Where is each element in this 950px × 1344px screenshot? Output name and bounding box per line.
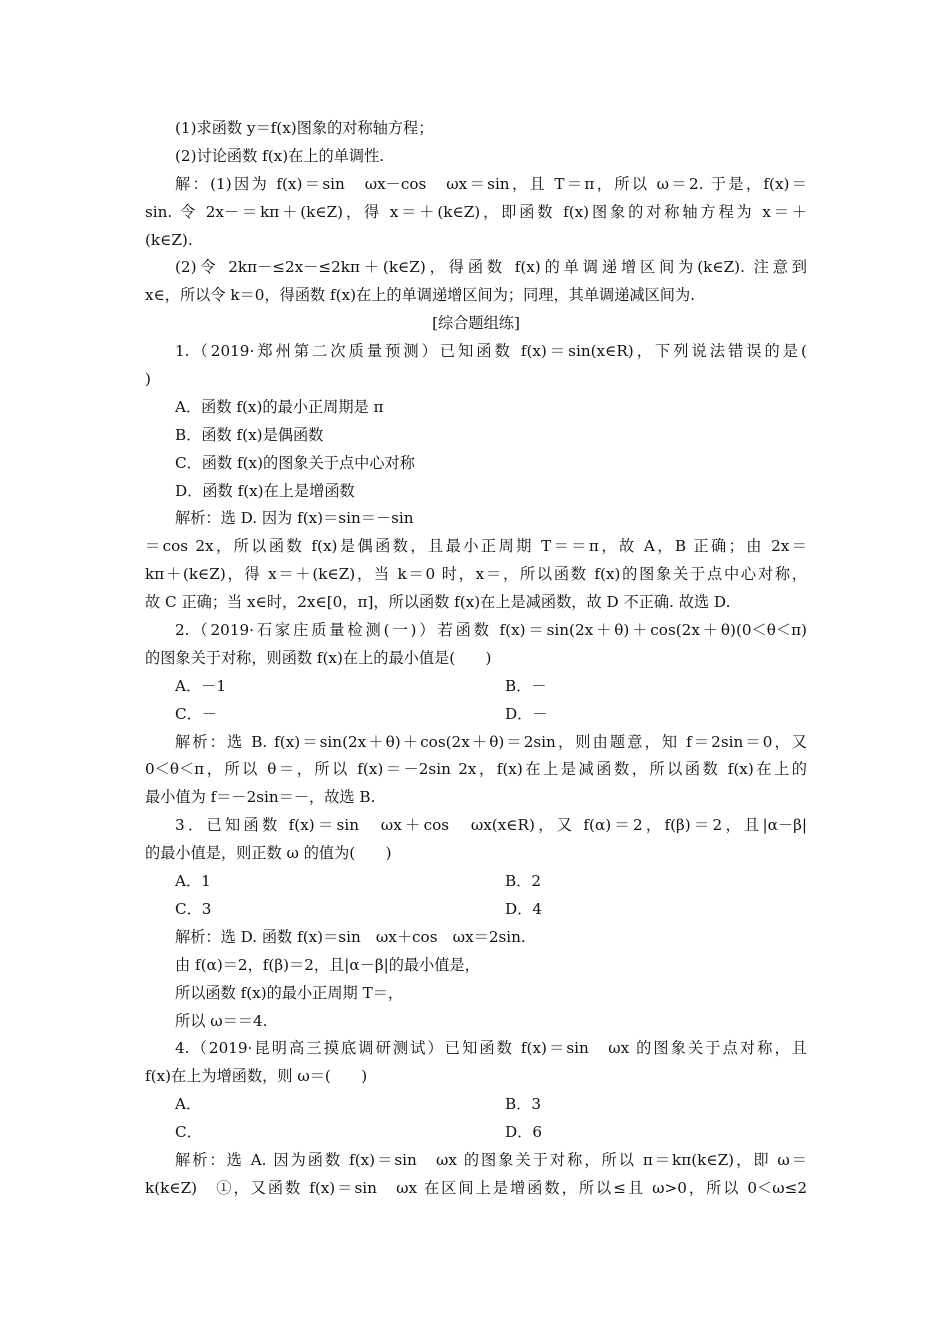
question-2-line: 的图象关于对称，则函数 f(x)在上的最小值是( ) bbox=[145, 648, 492, 667]
question-3-line: 的最小值是，则正数 ω 的值为( ) bbox=[145, 844, 392, 863]
question-2-line: 2.（2019·石家庄质量检测(一)）若函数 f(x)＝sin(2x＋θ)＋cos(2x＋θ)(0＜θ＜π) bbox=[175, 621, 807, 640]
option-a: A．－1 bbox=[175, 676, 227, 695]
question-4-line: f(x)在上为增函数，则 ω＝( ) bbox=[145, 1067, 368, 1086]
text-line: (2)讨论函数 f(x)在上的单调性. bbox=[175, 146, 385, 165]
text-line: 解：(1)因为 f(x)＝sin ωx－cos ωx＝sin，且 T＝π，所以 ω＝2. 于是，f(x)＝ bbox=[175, 174, 807, 193]
option-c: C．3 bbox=[175, 899, 212, 918]
options-row bbox=[145, 701, 807, 729]
text-line: (k∈Z). bbox=[145, 230, 193, 249]
text-line: sin. 令 2x－＝kπ＋(k∈Z)，得 x＝＋(k∈Z)，即函数 f(x)图象的对称轴方程为 x＝＋ bbox=[145, 202, 807, 221]
option-b: B．函数 f(x)是偶函数 bbox=[175, 425, 324, 444]
option-d: D．6 bbox=[505, 1123, 543, 1142]
question-1-line: 1.（2019·郑州第二次质量预测）已知函数 f(x)＝sin(x∈R)，下列说法错误的是( bbox=[175, 342, 807, 361]
option-d: D．4 bbox=[505, 899, 543, 918]
solution-line: 故 C 正确；当 x∈时，2x∈[0，π]，所以函数 f(x)在上是减函数，故 D 不正确. 故选 D. bbox=[145, 593, 731, 612]
option-b: B．3 bbox=[505, 1095, 542, 1114]
option-b: B．2 bbox=[505, 872, 542, 891]
solution-line: 解析：选 B. f(x)＝sin(2x＋θ)＋cos(2x＋θ)＝2sin，则由题意，知 f＝2sin＝0，又 bbox=[175, 732, 807, 751]
solution-line: 所以函数 f(x)的最小正周期 T＝， bbox=[175, 983, 404, 1002]
section-heading: [综合题组练] bbox=[432, 314, 520, 333]
solution-line: kπ＋(k∈Z)，得 x＝＋(k∈Z)，当 k＝0 时，x＝，所以函数 f(x)的图象关于点中心对称， bbox=[145, 565, 807, 584]
solution-line: 解析：选 D. 因为 f(x)＝sin＝－sin bbox=[175, 509, 414, 528]
option-a: A．1 bbox=[175, 872, 211, 891]
option-a: A． bbox=[175, 1095, 202, 1114]
document-page bbox=[145, 115, 807, 1203]
options-row bbox=[145, 1091, 807, 1119]
options-row bbox=[145, 1119, 807, 1147]
option-c: C．－ bbox=[175, 704, 217, 723]
option-d: D．－ bbox=[505, 704, 548, 723]
option-d: D．函数 f(x)在上是增函数 bbox=[175, 481, 355, 500]
solution-line: ＝cos 2x，所以函数 f(x)是偶函数，且最小正周期 T＝＝π，故 A，B 正确；由 2x＝ bbox=[145, 537, 807, 556]
text-line: x∈，所以令 k＝0，得函数 f(x)在上的单调递增区间为；同理，其单调递减区间为. bbox=[145, 286, 696, 305]
question-4-line: 4.（2019·昆明高三摸底调研测试）已知函数 f(x)＝sin ωx 的图象关于点对称，且 bbox=[175, 1039, 807, 1058]
options-row bbox=[145, 673, 807, 701]
solution-line: 由 f(α)＝2，f(β)＝2，且|α－β|的最小值是， bbox=[175, 955, 480, 974]
solution-line: k(k∈Z) ①，又函数 f(x)＝sin ωx 在区间上是增函数，所以≤且 ω>0，所以 0＜ω≤2 bbox=[145, 1178, 807, 1197]
solution-line: 0＜θ＜π，所以 θ＝，所以 f(x)＝－2sin 2x，f(x)在上是减函数，所以函数 f(x)在上的 bbox=[145, 760, 807, 779]
solution-line: 最小值为 f＝－2sin＝－，故选 B. bbox=[145, 788, 376, 807]
solution-line: 解析：选 D. 函数 f(x)＝sin ωx＋cos ωx＝2sin. bbox=[175, 927, 526, 946]
question-1-line: ) bbox=[145, 370, 151, 389]
options-row bbox=[145, 868, 807, 896]
solution-line: 所以 ω＝＝4. bbox=[175, 1011, 268, 1030]
option-b: B．－ bbox=[505, 676, 547, 695]
option-c: C． bbox=[175, 1123, 202, 1142]
text-line: (2)令 2kπ－≤2x－≤2kπ＋(k∈Z)，得函数 f(x)的单调递增区间为(k∈Z). 注意到 bbox=[175, 258, 807, 277]
text-line: (1)求函数 y＝f(x)图象的对称轴方程； bbox=[175, 119, 434, 137]
option-a: A．函数 f(x)的最小正周期是 π bbox=[175, 397, 384, 416]
options-row bbox=[145, 896, 807, 924]
option-c: C．函数 f(x)的图象关于点中心对称 bbox=[175, 453, 415, 472]
question-3-line: 3．已知函数 f(x)＝sin ωx＋cos ωx(x∈R)，又 f(α)＝2，f(β)＝2，且|α－β| bbox=[175, 816, 807, 835]
solution-line: 解析：选 A. 因为函数 f(x)＝sin ωx 的图象关于对称，所以 π＝kπ(k∈Z)，即 ω＝ bbox=[175, 1150, 807, 1169]
